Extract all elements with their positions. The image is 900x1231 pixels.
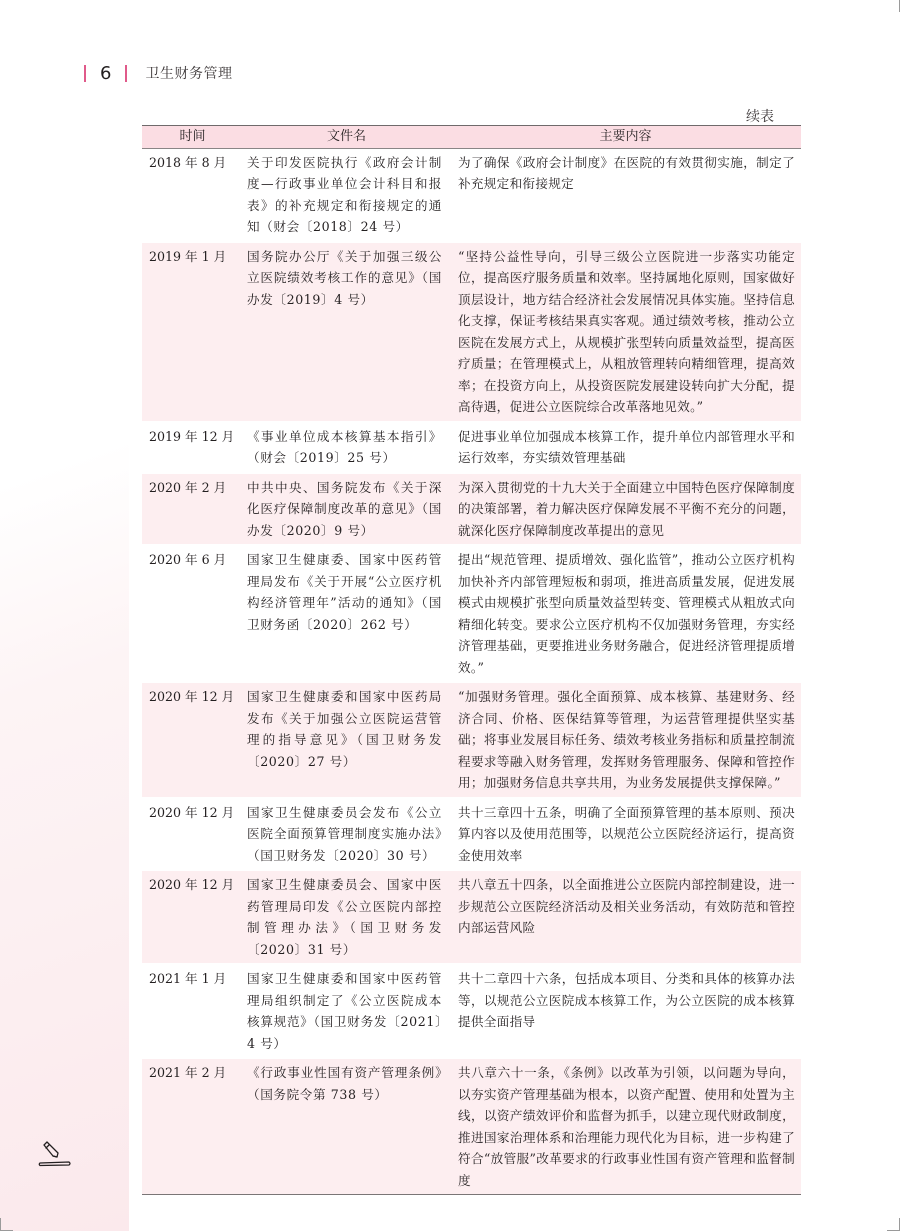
policy-table [142,125,801,1195]
table-row [142,1058,801,1195]
table-row [142,964,801,1058]
cell-document: 中共中央、国务院发布《关于深化医疗保障制度改革的意见》（国办发〔2020〕9 号） [243,473,450,546]
cell-content: 提出“规范管理、提质增效、强化监管”，推动公立医疗机构加快补齐内部管理短板和弱项，推进高质量发展，促进发展模式由规模扩张型向质量效益型转变、管理模式从粗放式向精细化转变。要求公立医疗机构不仅加强财务管理，夯实经济管理基础，更要推进业务财务融合，促进经济管理提质增效。” [450,545,801,682]
column-header-content: 主要内容 [450,126,801,149]
cell-time: 2021 年 1 月 [142,964,243,1058]
side-margin-strip [0,0,129,1231]
cell-content: 为深入贯彻党的十九大关于全面建立中国特色医疗保障制度的决策部署，着力解决医疗保障发展不平衡不充分的问题，就深化医疗保障制度改革提出的意见 [450,473,801,546]
cell-document: 国家卫生健康委员会发布《公立医院全面预算管理制度实施办法》（国卫财务发〔2020〕30 号） [243,798,450,871]
cell-content: “加强财务管理。强化全面预算、成本核算、基建财务、经济合同、价格、医保结算等管理，为运营管理提供坚实基础；将事业发展目标任务、绩效考核业务指标和质量控制流程要求等融入财务管理，发挥财务管理服务、保障和管控作用；加强财务信息共享共用，为业务发展提供支撑保障。” [450,682,801,798]
cell-time: 2020 年 12 月 [142,798,243,871]
cell-document: 国家卫生健康委、国家中医药管理局发布《关于开展“公立医疗机构经济管理年”活动的通知》（国卫财务函〔2020〕262 号） [243,545,450,682]
cell-time: 2019 年 12 月 [142,422,243,473]
cell-document: 国务院办公厅《关于加强三级公立医院绩效考核工作的意见》（国办发〔2019〕4 号） [243,242,450,422]
crop-mark-bottom-right [887,1218,900,1231]
crop-mark-bottom-left [0,1218,13,1231]
page-number: 6 [100,62,112,84]
cell-document: 关于印发医院执行《政府会计制度—行政事业单位会计科目和报表》的补充规定和衔接规定的通知（财会〔2018〕24 号） [243,148,450,242]
cell-time: 2021 年 2 月 [142,1058,243,1195]
column-header-document: 文件名 [243,126,450,149]
cell-time: 2020 年 6 月 [142,545,243,682]
cell-time: 2020 年 2 月 [142,473,243,546]
cell-document: 《行政事业性国有资产管理条例》（国务院令第 738 号） [243,1058,450,1195]
cell-content: 促进事业单位加强成本核算工作，提升单位内部管理水平和运行效率，夯实绩效管理基础 [450,422,801,473]
pencil-note-icon [38,1141,72,1171]
book-title: 卫生财务管理 [145,66,233,82]
cell-document: 国家卫生健康委和国家中医药局发布《关于加强公立医院运营管理的指导意见》（国卫财务发〔2020〕27 号） [243,682,450,798]
cell-content: 共八章五十四条，以全面推进公立医院内部控制建设，进一步规范公立医院经济活动及相关业务活动，有效防范和管控内部运营风险 [450,870,801,964]
cell-time: 2019 年 1 月 [142,242,243,422]
table-row [142,148,801,242]
accent-bar-right [125,65,127,82]
table-row [142,422,801,473]
cell-content: 共十二章四十六条，包括成本项目、分类和具体的核算办法等，以规范公立医院成本核算工作，为公立医院的成本核算提供全面指导 [450,964,801,1058]
table-row [142,473,801,546]
table-row [142,242,801,422]
cell-document: 国家卫生健康委员会、国家中医药管理局印发《公立医院内部控制管理办法》（国卫财务发〔2020〕31 号） [243,870,450,964]
cell-time: 2020 年 12 月 [142,682,243,798]
continued-table-label: 续表 [746,109,774,125]
cell-document: 《事业单位成本核算基本指引》（财会〔2019〕25 号） [243,422,450,473]
cell-content: 为了确保《政府会计制度》在医院的有效贯彻实施，制定了补充规定和衔接规定 [450,148,801,242]
cell-content: “坚持公益性导向，引导三级公立医院进一步落实功能定位，提高医疗服务质量和效率。坚持属地化原则，国家做好顶层设计，地方结合经济社会发展情况具体实施。坚持信息化支撑，保证考核结果真实客观。通过绩效考核，推动公立医院在发展方式上，从规模扩张型转向质量效益型，提高医疗质量；在管理模式上，从粗放管理转向精细管理，提高效率；在投资方向上，从投资医院发展建设转向扩大分配，提高待遇，促进公立医院综合改革落地见效。” [450,242,801,422]
column-header-time: 时间 [142,126,243,149]
table-row [142,870,801,964]
crop-mark-top-right [887,0,900,12]
cell-content: 共十三章四十五条，明确了全面预算管理的基本原则、预决算内容以及使用范围等，以规范公立医院经济运行，提高资金使用效率 [450,798,801,871]
cell-document: 国家卫生健康委和国家中医药管理局组织制定了《公立医院成本核算规范》（国卫财务发〔2021〕4 号） [243,964,450,1058]
table-header-row [142,126,801,149]
accent-bar-left [84,65,86,82]
cell-time: 2020 年 12 月 [142,870,243,964]
table-row [142,682,801,798]
table-row [142,545,801,682]
running-head [84,62,232,84]
cell-time: 2018 年 8 月 [142,148,243,242]
cell-content: 共八章六十一条，《条例》以改革为引领，以问题为导向，以夯实资产管理基础为根本，以资产配置、使用和处置为主线，以资产绩效评价和监督为抓手，以建立现代财政制度，推进国家治理体系和治理能力现代化为目标，进一步构建了符合“放管服”改革要求的行政事业性国有资产管理和监督制度 [450,1058,801,1195]
table-row [142,798,801,871]
